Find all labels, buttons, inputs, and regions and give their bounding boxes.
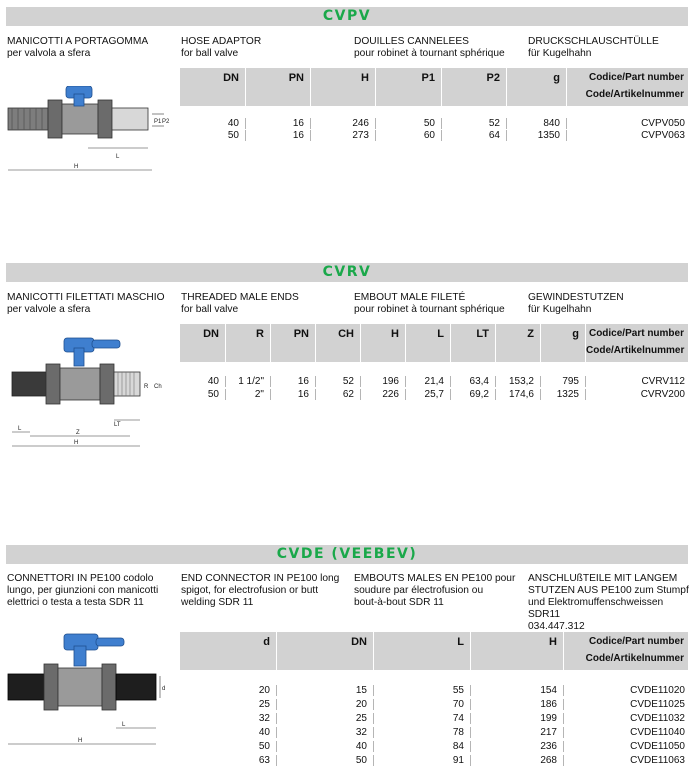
dim-label-z: Z [76, 430, 80, 436]
table-header [180, 632, 688, 670]
description-it: MANICOTTI A PORTAGOMMA per valvola a sfera [7, 36, 149, 59]
valve-hose-adaptor-drawing [4, 86, 176, 178]
dim-label-r: R [144, 384, 149, 390]
table-header [180, 68, 688, 106]
table-row: 50 40 84 236 CVDE11050 [180, 741, 688, 752]
valve-end-connector-drawing [4, 632, 176, 772]
description-en: THREADED MALE ENDS for ball valve [181, 292, 299, 315]
table-row: 40 16 246 50 52 840 CVPV050 [180, 118, 688, 129]
col-header: R [226, 324, 271, 362]
table-row: 40 1 1/2" 16 52 196 21,4 63,4 153,2 795 CVRV112 [180, 376, 688, 387]
section-title-band: CVDE (VEEBEV) [6, 545, 688, 564]
col-header: P2 [442, 68, 507, 106]
description-en: HOSE ADAPTOR for ball valve [181, 36, 262, 59]
dim-label-l: L [122, 722, 126, 728]
col-header: H [361, 324, 406, 362]
col-header: P1 [376, 68, 442, 106]
description-de: ANSCHLUßTEILE MIT LANGEM STUTZEN AUS PE100 zum Stumpf und Elektromuffenschweissen SDR11 034.447.312 [528, 573, 689, 632]
col-header: DN [180, 68, 246, 106]
col-header: H [471, 632, 564, 670]
table-row: 25 20 70 186 CVDE11025 [180, 699, 688, 710]
table-row: 40 32 78 217 CVDE11040 [180, 727, 688, 738]
valve-threaded-ends-drawing [4, 334, 176, 452]
col-header: DN [180, 324, 226, 362]
section-title-band: CVPV [6, 7, 688, 26]
description-it: MANICOTTI FILETTATI MASCHIO per valvole a sfera [7, 292, 165, 315]
table-row: 20 15 55 154 CVDE11020 [180, 685, 688, 696]
col-header-code: Codice/Part number Code/Artikelnummer [585, 636, 684, 664]
table-header [180, 324, 688, 362]
description-it: CONNETTORI IN PE100 codolo lungo, per giunzioni con manicotti elettrici o testa a testa SDR 11 [7, 573, 159, 608]
dim-label-h: H [74, 164, 79, 170]
description-fr: EMBOUTS MALES EN PE100 pour soudure par électrofusion ou bout-à-bout SDR 11 [354, 573, 516, 608]
table-row: 32 25 74 199 CVDE11032 [180, 713, 688, 724]
description-fr: EMBOUT MALE FILETÉ pour robinet à tournant sphérique [354, 292, 505, 315]
table-row: 63 50 91 268 CVDE11063 [180, 755, 688, 766]
col-header: LT [451, 324, 496, 362]
section-title-band: CVRV [6, 263, 688, 282]
col-header: Z [496, 324, 541, 362]
col-header-code: Codice/Part number Code/Artikelnummer [586, 328, 685, 356]
col-header: PN [271, 324, 316, 362]
col-header: d [180, 632, 277, 670]
col-header-code: Codice/Part number Code/Artikelnummer [585, 72, 684, 100]
dim-label-p2: P2 [162, 119, 170, 125]
dim-label-h: H [78, 738, 83, 744]
table-row: 50 2" 16 62 226 25,7 69,2 174,6 1325 CVRV200 [180, 389, 688, 400]
col-header: g [507, 68, 567, 106]
dim-label-lt: LT [114, 422, 121, 428]
col-header: L [406, 324, 451, 362]
description-de: GEWINDESTUTZEN für Kugelhahn [528, 292, 624, 315]
col-header: H [311, 68, 376, 106]
dim-label-p1: P1 [154, 119, 162, 125]
dim-label-d: d [162, 686, 166, 692]
dim-label-ch: Ch [154, 384, 162, 390]
col-header: CH [316, 324, 361, 362]
col-header: PN [246, 68, 311, 106]
col-header: L [374, 632, 471, 670]
dim-label-l: L [18, 426, 22, 432]
description-en: END CONNECTOR IN PE100 long spigot, for electrofusion or butt welding SDR 11 [181, 573, 340, 608]
description-fr: DOUILLES CANNELEES pour robinet à tournant sphérique [354, 36, 505, 59]
description-de: DRUCKSCHLAUSCHTÜLLE für Kugelhahn [528, 36, 659, 59]
table-row: 50 16 273 60 64 1350 CVPV063 [180, 130, 688, 141]
dim-label-l: L [116, 154, 120, 160]
col-header: DN [277, 632, 374, 670]
dim-label-h: H [74, 440, 79, 446]
col-header: g [541, 324, 586, 362]
